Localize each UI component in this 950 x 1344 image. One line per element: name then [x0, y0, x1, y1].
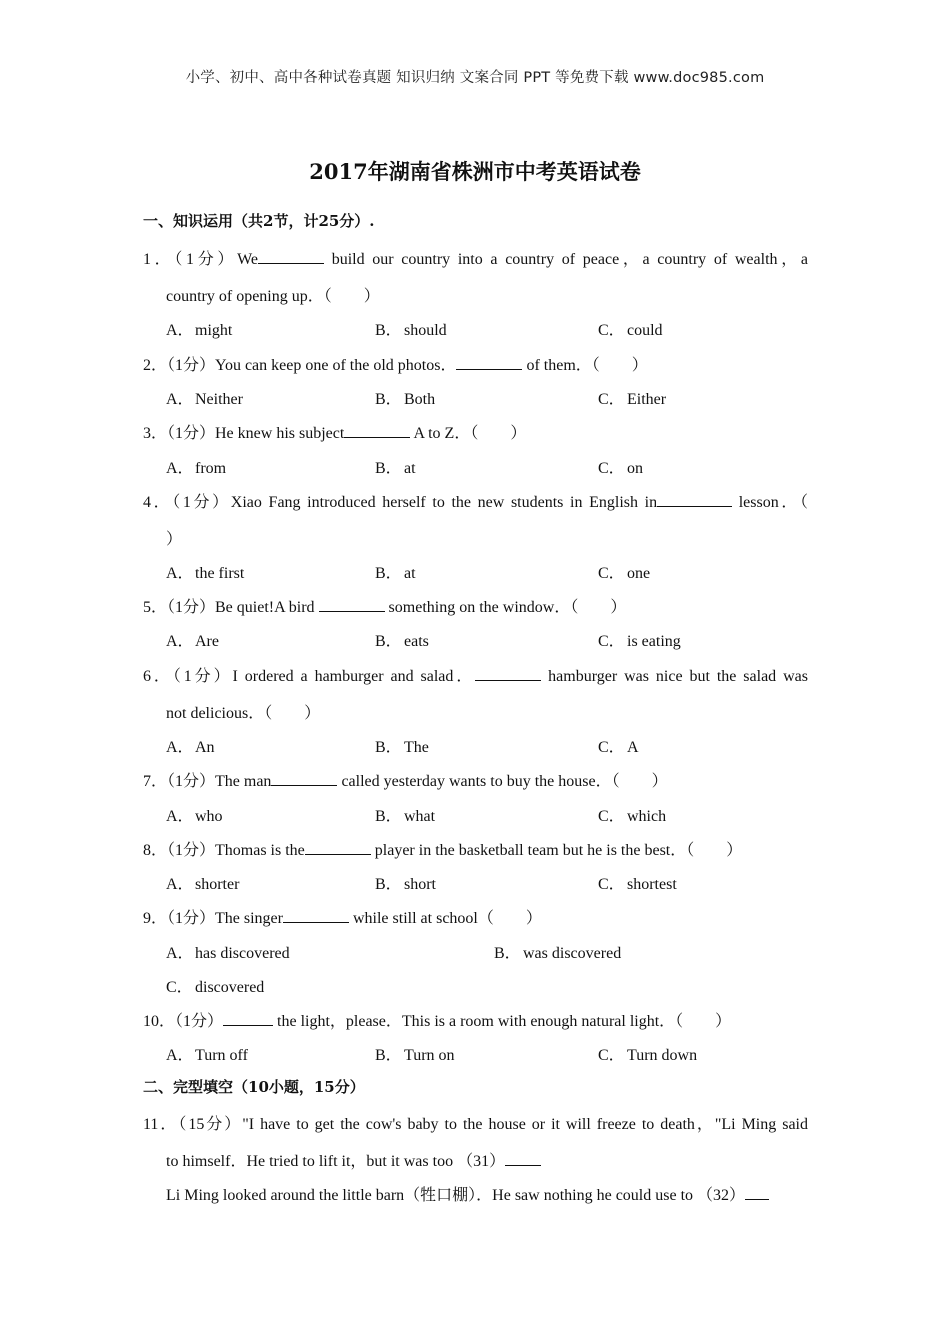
cloze-line-3: Li Ming looked around the little barn（牲口棚）．He saw nothing he could use to （32）	[166, 1182, 811, 1205]
option-c[interactable]: C． could	[598, 322, 663, 339]
question-4-line-1: 4．（1分）Xiao Fang introduced herself to the new students in English in lesson．（	[143, 494, 808, 511]
answer-blank	[223, 1011, 273, 1026]
option-a[interactable]: A．the first	[166, 565, 245, 582]
option-b[interactable]: B． eats	[375, 633, 429, 650]
answer-blank	[271, 771, 337, 786]
option-a[interactable]: A．Are	[166, 633, 219, 650]
option-c[interactable]: C． shortest	[598, 876, 677, 893]
option-c[interactable]: C． Either	[598, 391, 667, 408]
option-a[interactable]: A．An	[166, 739, 215, 756]
question-7: 7．（1分）The man called yesterday wants to buy the house．（ ）	[143, 773, 668, 790]
question-6-line-2: not delicious．（ ）	[166, 705, 321, 722]
site-header-banner: 小学、初中、高中各种试卷真题 知识归纳 文案合同 PPT 等免费下载 www.doc985.com	[185, 70, 765, 86]
option-c[interactable]: C． A	[598, 739, 639, 756]
answer-blank	[258, 249, 324, 264]
question-5: 5．（1分）Be quiet!A bird something on the window．（ ）	[143, 599, 627, 616]
option-a[interactable]: A．shorter	[166, 876, 240, 893]
question-1-line-2: country of opening up．（ ）	[166, 288, 380, 305]
option-c[interactable]: C． is eating	[598, 633, 681, 650]
answer-blank	[305, 840, 371, 855]
option-c[interactable]: C． Turn down	[598, 1047, 698, 1064]
question-1-text: build our country into a country of peace，a country of wealth，a	[331, 251, 808, 268]
option-b[interactable]: B． at	[375, 565, 416, 582]
question-6-line-1: 6．（1分）I ordered a hamburger and salad． hamburger was nice but the salad was	[143, 668, 808, 685]
option-c[interactable]: C． on	[598, 460, 643, 477]
question-1-lead: 1．（1分）We	[143, 251, 259, 268]
option-c[interactable]: C． which	[598, 808, 667, 825]
answer-blank	[657, 492, 732, 507]
question-10: 10．（1分） the light，please．This is a room with enough natural light．（ ）	[143, 1013, 732, 1030]
answer-blank	[475, 666, 541, 681]
answer-blank	[745, 1185, 769, 1200]
cloze-line-2: to himself．He tried to lift it，but it was too （31）	[166, 1148, 811, 1171]
option-b[interactable]: B． The	[375, 739, 429, 756]
exam-title: 2017年湖南省株洲市中考英语试卷	[309, 159, 641, 184]
option-b[interactable]: B． was discovered	[494, 945, 622, 962]
cloze-line-1: 11．（15分）"I have to get the cow's baby to the house or it will freeze to death，"Li Ming said	[143, 1116, 808, 1133]
option-a[interactable]: A．has discovered	[166, 945, 290, 962]
option-b[interactable]: B． Both	[375, 391, 436, 408]
option-a[interactable]: A．might	[166, 322, 233, 339]
answer-blank	[505, 1151, 541, 1166]
answer-blank	[283, 908, 349, 923]
question-3: 3．（1分）He knew his subject A to Z．（ ）	[143, 425, 527, 442]
option-b[interactable]: B． Turn on	[375, 1047, 455, 1064]
section-2-heading: 二、完型填空（10小题，15分）	[143, 1078, 365, 1096]
question-2: 2．（1分）You can keep one of the old photos． of them．（ ）	[143, 357, 648, 374]
option-a[interactable]: A．Turn off	[166, 1047, 248, 1064]
option-c[interactable]: C． discovered	[166, 979, 265, 996]
answer-blank	[344, 423, 410, 438]
answer-blank	[319, 597, 385, 612]
question-4-line-2: ）	[166, 531, 183, 548]
option-b[interactable]: B． what	[375, 808, 436, 825]
section-1-heading: 一、知识运用（共2节，计25分）.	[143, 212, 375, 230]
option-b[interactable]: B． short	[375, 876, 436, 893]
option-c[interactable]: C． one	[598, 565, 651, 582]
option-a[interactable]: A．who	[166, 808, 223, 825]
question-9: 9．（1分）The singer while still at school（ ）	[143, 910, 542, 927]
question-1-line-1	[143, 246, 808, 269]
question-8: 8．（1分）Thomas is the player in the basketball team but he is the best．（ ）	[143, 842, 743, 859]
answer-blank	[456, 355, 522, 370]
option-b[interactable]: B． at	[375, 460, 416, 477]
option-a[interactable]: A．Neither	[166, 391, 243, 408]
option-a[interactable]: A．from	[166, 460, 227, 477]
option-b[interactable]: B． should	[375, 322, 447, 339]
